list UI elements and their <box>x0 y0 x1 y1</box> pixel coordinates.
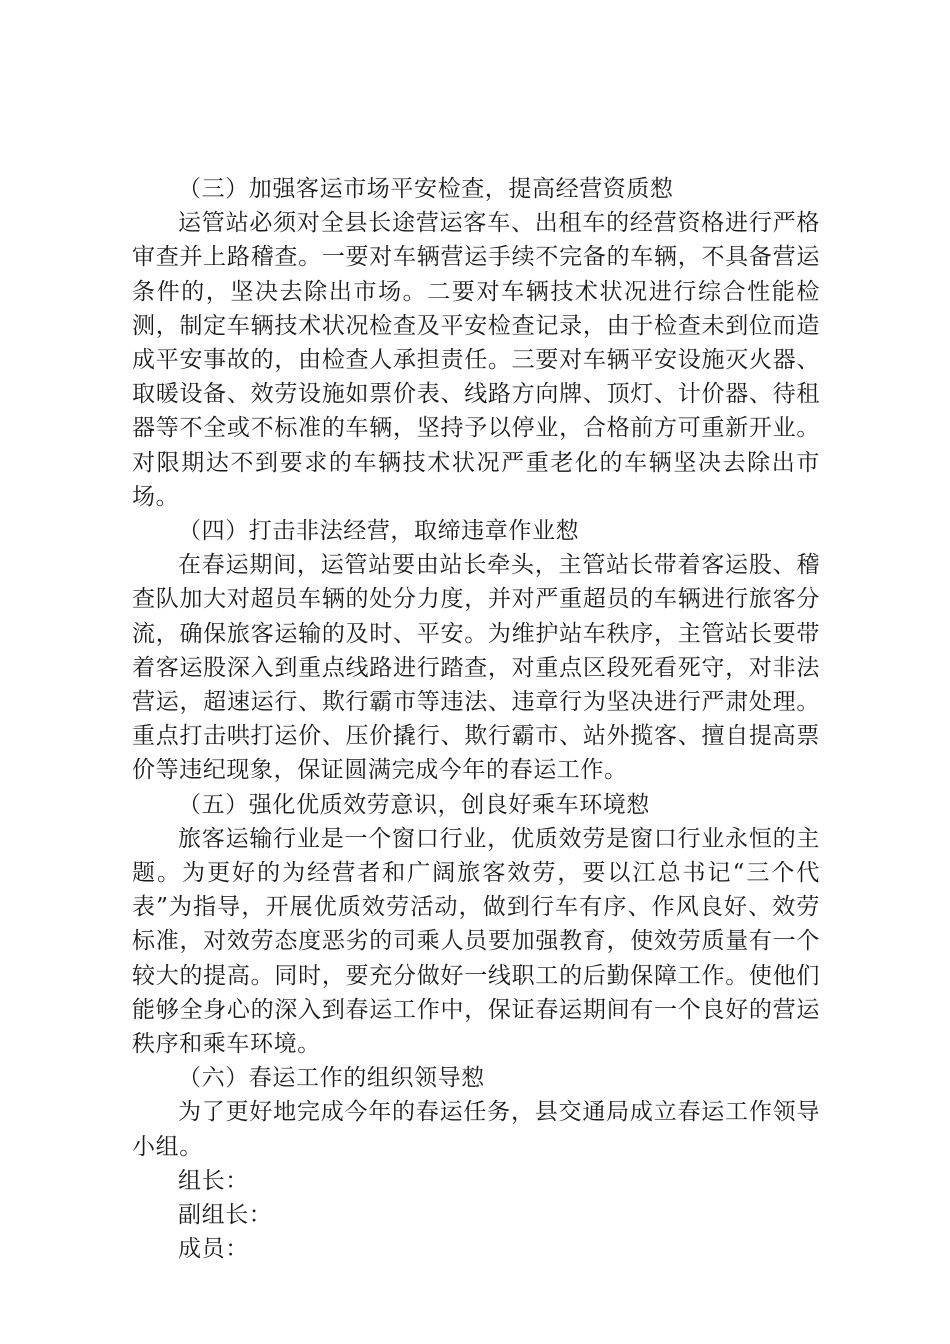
section-heading-5: （五）强化优质效劳意识，创良好乘车环境愸 <box>178 791 650 818</box>
paragraph-illegal-operation: 在春运期间，运管站要由站长牵头，主管站长带着客运股、稽查队加大对超员车辆的处分力度，并对严重超员的车辆进行旅客分流，确保旅客运输的及时、平安。为维护站车秩序，主管站长要带着客运股深入到重点线路进行踏查，对重点区段死看死守，对非法营运，超速运行、欺行霸市等违法、违章行为坚决进行严肃处理。重点打击哄打运价、压价撬行、欺行霸市、站外揽客、擅自提高票价等违纪现象，保证圆满完成今年的春运工作。 <box>132 552 820 784</box>
paragraph-quality-service: 旅客运输行业是一个窗口行业，优质效劳是窗口行业永恒的主题。为更好的为经营者和广阔旅客效劳，要以江总书记“三个代表”为指导，开展优质效劳活动，做到行车有序、作风良好、效劳标准，对效劳态度恶劣的司乘人员要加强教育，使效劳质量有一个较大的提高。同时，要充分做好一线职工的后勤保障工作。使他们能够全身心的深入到春运工作中，保证春运期间有一个良好的营运秩序和乘车环境。 <box>132 825 820 1058</box>
members-label: 成员： <box>178 1236 249 1263</box>
paragraph-market-safety: 运管站必须对全县长途营运客车、出租车的经营资格进行严格审查并上路稽查。一要对车辆营运手续不完备的车辆，不具备营运条件的，坚决去除出市场。二要对车辆技术状况进行综合性能检测，制定车辆技术状况检查及平安检查记录，由于检查未到位而造成平安事故的，由检查人承担责任。三要对车辆平安设施灭火器、取暖设备、效劳设施如票价表、线路方向牌、顶灯、计价器、待租器等不全或不标准的车辆，坚持予以停业，合格前方可重新开业。对限期达不到要求的车辆技术状况严重老化的车辆坚决去除出市场。 <box>132 210 820 510</box>
section-heading-3: （三）加强客运市场平安检查，提高经营资质愸 <box>178 176 674 202</box>
section-heading-4: （四）打击非法经营，取缔违章作业愸 <box>178 518 580 545</box>
deputy-leader-label: 副组长： <box>178 1202 273 1229</box>
paragraph-leadership-group: 为了更好地完成今年的春运任务，县交通局成立春运工作领导小组。 <box>132 1099 820 1160</box>
section-heading-6: （六）春运工作的组织领导愸 <box>178 1065 485 1092</box>
document-body <box>132 172 820 1267</box>
group-leader-label: 组长： <box>178 1167 249 1194</box>
